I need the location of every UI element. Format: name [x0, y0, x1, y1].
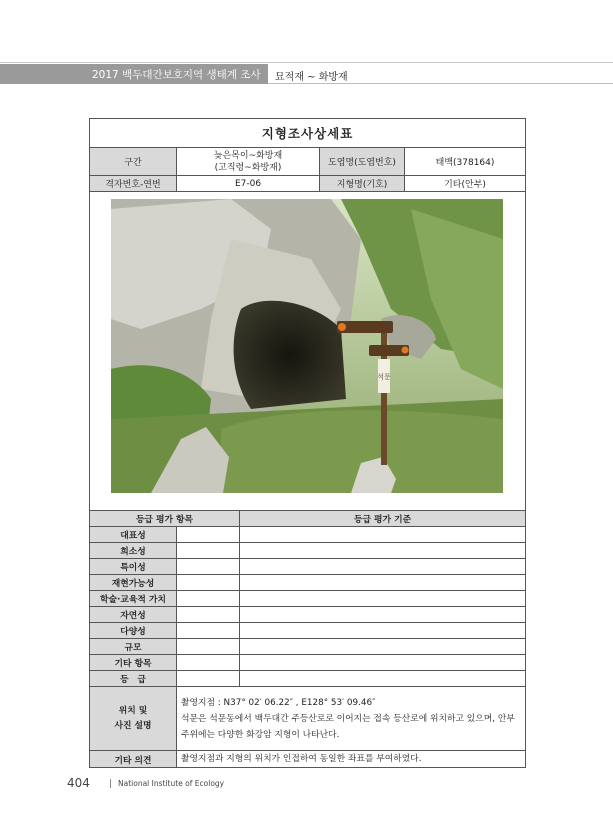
- grade-item-value: [177, 655, 240, 671]
- grade-item-value: [177, 591, 240, 607]
- top-rule: [0, 62, 613, 63]
- table-title: 지형조사상세표: [90, 119, 526, 148]
- grade-item-label: 희소성: [90, 543, 177, 559]
- running-header-band: [0, 64, 268, 84]
- location-description: [177, 687, 526, 751]
- page-number: 404: [67, 776, 90, 790]
- grade-item-criteria: [240, 543, 526, 559]
- landform-label: 지형명(기호): [320, 176, 405, 192]
- grade-item-value: [177, 575, 240, 591]
- map-name-label: 도엽명(도엽번호): [320, 148, 405, 176]
- grade-item-criteria: [240, 671, 526, 687]
- grade-item-value: [177, 543, 240, 559]
- grade-item-criteria: [240, 575, 526, 591]
- grade-item-label: 재현가능성: [90, 575, 177, 591]
- running-header-section: 묘적재 ~ 화방재: [275, 72, 348, 83]
- location-label-line1: 위치 및: [118, 705, 148, 716]
- location-label: [90, 687, 177, 751]
- grade-item-label: 다양성: [90, 623, 177, 639]
- map-name-value: 태백(378164): [405, 148, 526, 176]
- grade-item-value: [177, 671, 240, 687]
- grid-value: E7-06: [177, 176, 320, 192]
- location-label-line2: 사진 설명: [114, 720, 152, 731]
- grade-item-label: 등 급: [90, 671, 177, 687]
- grade-item-criteria: [240, 607, 526, 623]
- grade-item-label: 자연성: [90, 607, 177, 623]
- landform-survey-table: [89, 118, 526, 768]
- section-value: [177, 148, 320, 176]
- signpost-label: 석문: [377, 373, 391, 381]
- section-label: 구간: [90, 148, 177, 176]
- signpost-arrow-right-icon: [402, 347, 409, 354]
- grade-items-header: 등급 평가 항목: [90, 511, 240, 527]
- photo-cell: [90, 192, 526, 511]
- footer-separator: [110, 779, 111, 788]
- location-coords: 촬영지점 : N37° 02′ 06.22″ , E128° 53′ 09.46″: [181, 697, 376, 708]
- grade-item-label: 기타 항목: [90, 655, 177, 671]
- landform-photo: [111, 199, 503, 493]
- grade-item-criteria: [240, 639, 526, 655]
- signpost-arrow-icon: [338, 323, 346, 331]
- header-rule: [268, 83, 613, 84]
- grade-item-criteria: [240, 623, 526, 639]
- location-text: 석문은 석문동에서 백두대간 주등산로로 이어지는 접속 등산로에 위치하고 있으며, 안부 주위에는 다양한 화강암 지형이 나타난다.: [181, 713, 515, 740]
- section-value-line2: (고직령~화방재): [214, 162, 282, 173]
- landform-value: 기타(안부): [405, 176, 526, 192]
- grade-item-value: [177, 639, 240, 655]
- grade-item-value: [177, 527, 240, 543]
- grade-item-value: [177, 623, 240, 639]
- grade-item-label: 대표성: [90, 527, 177, 543]
- running-header-title: 2017 백두대간보호지역 생태계 조사: [92, 69, 261, 81]
- footer-institute: National Institute of Ecology: [118, 779, 225, 788]
- grade-item-label: 규모: [90, 639, 177, 655]
- grade-item-criteria: [240, 527, 526, 543]
- grade-item-label: 특이성: [90, 559, 177, 575]
- grade-item-value: [177, 559, 240, 575]
- grade-item-criteria: [240, 655, 526, 671]
- grade-item-criteria: [240, 559, 526, 575]
- other-text: 촬영지점과 지형의 위치가 인접하여 동일한 좌표를 부여하였다.: [177, 751, 526, 768]
- grid-label: 격자번호-연번: [90, 176, 177, 192]
- grade-item-label: 학술·교육적 가치: [90, 591, 177, 607]
- grade-item-criteria: [240, 591, 526, 607]
- other-label: 기타 의견: [90, 751, 177, 768]
- section-value-line1: 늦은목이~화방재: [213, 150, 283, 161]
- grade-item-value: [177, 607, 240, 623]
- grade-criteria-header: 등급 평가 기준: [240, 511, 526, 527]
